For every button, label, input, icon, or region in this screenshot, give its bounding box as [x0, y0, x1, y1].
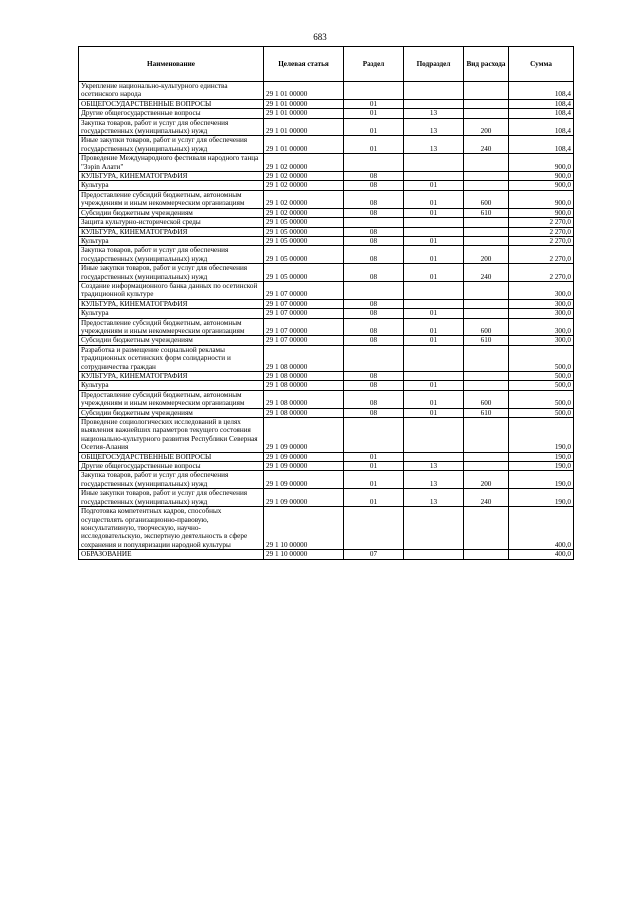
- cell-expense-type: [464, 236, 509, 245]
- cell-code: 29 1 01 00000: [264, 82, 344, 100]
- cell-name: КУЛЬТУРА, КИНЕМАТОГРАФИЯ: [79, 299, 264, 308]
- cell-subsection: [404, 218, 464, 227]
- cell-sum: 500,0: [509, 390, 574, 408]
- table-row: [79, 550, 574, 559]
- cell-section: 08: [344, 381, 404, 390]
- cell-section: [344, 507, 404, 550]
- cell-name: Культура: [79, 236, 264, 245]
- cell-expense-type: 610: [464, 336, 509, 345]
- cell-section: 08: [344, 172, 404, 181]
- cell-code: 29 1 02 00000: [264, 172, 344, 181]
- cell-subsection: 13: [404, 462, 464, 471]
- cell-section: 01: [344, 489, 404, 507]
- cell-sum: 108,4: [509, 99, 574, 108]
- table-row: [79, 489, 574, 507]
- cell-subsection: [404, 550, 464, 559]
- cell-subsection: [404, 372, 464, 381]
- cell-name: КУЛЬТУРА, КИНЕМАТОГРАФИЯ: [79, 227, 264, 236]
- cell-section: [344, 154, 404, 172]
- cell-section: 01: [344, 136, 404, 154]
- table-row: [79, 190, 574, 208]
- cell-section: 08: [344, 190, 404, 208]
- cell-name: Предоставление субсидий бюджетным, автономным учреждениям и иным некоммерческим организациям: [79, 190, 264, 208]
- cell-name: Культура: [79, 181, 264, 190]
- cell-name: Культура: [79, 309, 264, 318]
- cell-section: 08: [344, 208, 404, 217]
- cell-subsection: 01: [404, 309, 464, 318]
- cell-expense-type: [464, 154, 509, 172]
- cell-expense-type: [464, 372, 509, 381]
- cell-code: 29 1 02 00000: [264, 208, 344, 217]
- table-row: [79, 154, 574, 172]
- cell-name: Закупка товаров, работ и услуг для обеспечения государственных (муниципальных) нужд: [79, 118, 264, 136]
- table-row: [79, 118, 574, 136]
- cell-subsection: 13: [404, 118, 464, 136]
- cell-code: 29 1 09 00000: [264, 452, 344, 461]
- cell-code: 29 1 07 00000: [264, 309, 344, 318]
- cell-expense-type: 610: [464, 208, 509, 217]
- cell-sum: 500,0: [509, 372, 574, 381]
- table-row: [79, 372, 574, 381]
- cell-code: 29 1 02 00000: [264, 154, 344, 172]
- cell-subsection: 01: [404, 264, 464, 282]
- cell-section: 08: [344, 236, 404, 245]
- cell-name: Закупка товаров, работ и услуг для обеспечения государственных (муниципальных) нужд: [79, 471, 264, 489]
- cell-subsection: 13: [404, 136, 464, 154]
- table-row: [79, 208, 574, 217]
- cell-sum: 900,0: [509, 190, 574, 208]
- cell-sum: 108,4: [509, 136, 574, 154]
- cell-subsection: 01: [404, 390, 464, 408]
- cell-subsection: [404, 99, 464, 108]
- cell-name: КУЛЬТУРА, КИНЕМАТОГРАФИЯ: [79, 372, 264, 381]
- cell-expense-type: 200: [464, 471, 509, 489]
- cell-sum: 2 270,0: [509, 227, 574, 236]
- cell-expense-type: 610: [464, 408, 509, 417]
- cell-sum: 400,0: [509, 550, 574, 559]
- table-row: [79, 318, 574, 336]
- cell-name: ОБРАЗОВАНИЕ: [79, 550, 264, 559]
- cell-sum: 108,4: [509, 82, 574, 100]
- cell-name: Защита культурно-исторической среды: [79, 218, 264, 227]
- cell-expense-type: 200: [464, 246, 509, 264]
- cell-code: 29 1 09 00000: [264, 489, 344, 507]
- cell-sum: 300,0: [509, 299, 574, 308]
- cell-code: 29 1 07 00000: [264, 318, 344, 336]
- cell-code: 29 1 01 00000: [264, 99, 344, 108]
- cell-subsection: [404, 172, 464, 181]
- cell-expense-type: [464, 462, 509, 471]
- cell-expense-type: 200: [464, 118, 509, 136]
- cell-expense-type: [464, 452, 509, 461]
- table-row: [79, 462, 574, 471]
- cell-sum: 108,4: [509, 109, 574, 118]
- table-row: [79, 109, 574, 118]
- table-row: [79, 99, 574, 108]
- cell-section: [344, 218, 404, 227]
- cell-expense-type: [464, 309, 509, 318]
- cell-subsection: 01: [404, 381, 464, 390]
- cell-name: Подготовка компетентных кадров, способных осуществлять организационно-правовую, консультативную, творческую, научно-исследовательскую, экспертную деятельность в сфере сохранения и популяризации народной культуры: [79, 507, 264, 550]
- cell-subsection: 01: [404, 318, 464, 336]
- cell-name: Иные закупки товаров, работ и услуг для обеспечения государственных (муниципальных) нужд: [79, 489, 264, 507]
- cell-sum: 500,0: [509, 381, 574, 390]
- cell-subsection: 01: [404, 181, 464, 190]
- cell-name: Субсидии бюджетным учреждениям: [79, 208, 264, 217]
- cell-section: 08: [344, 390, 404, 408]
- cell-subsection: 01: [404, 336, 464, 345]
- cell-expense-type: [464, 550, 509, 559]
- cell-section: 08: [344, 264, 404, 282]
- cell-section: 08: [344, 408, 404, 417]
- cell-sum: 400,0: [509, 507, 574, 550]
- cell-code: 29 1 02 00000: [264, 190, 344, 208]
- cell-code: 29 1 08 00000: [264, 390, 344, 408]
- cell-section: 08: [344, 299, 404, 308]
- cell-code: 29 1 05 00000: [264, 246, 344, 264]
- cell-sum: 900,0: [509, 208, 574, 217]
- cell-sum: 2 270,0: [509, 236, 574, 245]
- cell-sum: 190,0: [509, 462, 574, 471]
- cell-name: Другие общегосударственные вопросы: [79, 109, 264, 118]
- cell-name: Другие общегосударственные вопросы: [79, 462, 264, 471]
- cell-subsection: [404, 507, 464, 550]
- cell-expense-type: [464, 381, 509, 390]
- cell-code: 29 1 05 00000: [264, 227, 344, 236]
- cell-sum: 300,0: [509, 336, 574, 345]
- cell-code: 29 1 10 00000: [264, 507, 344, 550]
- cell-name: Субсидии бюджетным учреждениям: [79, 408, 264, 417]
- cell-name: Предоставление субсидий бюджетным, автономным учреждениям и иным некоммерческим организациям: [79, 390, 264, 408]
- cell-name: ОБЩЕГОСУДАРСТВЕННЫЕ ВОПРОСЫ: [79, 452, 264, 461]
- cell-code: 29 1 01 00000: [264, 118, 344, 136]
- table-row: [79, 181, 574, 190]
- cell-section: [344, 418, 404, 453]
- cell-section: 08: [344, 372, 404, 381]
- cell-expense-type: [464, 218, 509, 227]
- cell-expense-type: [464, 345, 509, 371]
- cell-expense-type: 600: [464, 318, 509, 336]
- cell-code: 29 1 07 00000: [264, 281, 344, 299]
- cell-expense-type: [464, 172, 509, 181]
- cell-subsection: 13: [404, 489, 464, 507]
- cell-name: Субсидии бюджетным учреждениям: [79, 336, 264, 345]
- header-name: Наименование: [79, 47, 264, 82]
- cell-expense-type: 600: [464, 390, 509, 408]
- cell-expense-type: [464, 181, 509, 190]
- header-expense-type: Вид расхода: [464, 47, 509, 82]
- cell-expense-type: 240: [464, 489, 509, 507]
- cell-subsection: 01: [404, 208, 464, 217]
- table-row: [79, 227, 574, 236]
- cell-sum: 900,0: [509, 181, 574, 190]
- table-row: [79, 390, 574, 408]
- table-row: [79, 418, 574, 453]
- cell-expense-type: [464, 99, 509, 108]
- cell-name: ОБЩЕГОСУДАРСТВЕННЫЕ ВОПРОСЫ: [79, 99, 264, 108]
- cell-name: Культура: [79, 381, 264, 390]
- cell-section: [344, 82, 404, 100]
- cell-name: КУЛЬТУРА, КИНЕМАТОГРАФИЯ: [79, 172, 264, 181]
- cell-expense-type: [464, 227, 509, 236]
- cell-expense-type: 240: [464, 264, 509, 282]
- cell-name: Иные закупки товаров, работ и услуг для обеспечения государственных (муниципальных) нужд: [79, 136, 264, 154]
- cell-code: 29 1 09 00000: [264, 471, 344, 489]
- cell-code: 29 1 01 00000: [264, 136, 344, 154]
- cell-section: 08: [344, 318, 404, 336]
- table-row: [79, 172, 574, 181]
- cell-section: 01: [344, 452, 404, 461]
- cell-subsection: 13: [404, 471, 464, 489]
- table-row: [79, 381, 574, 390]
- cell-code: 29 1 05 00000: [264, 218, 344, 227]
- cell-section: 01: [344, 99, 404, 108]
- cell-name: Проведение Международного фестиваля народного танца "Зэрin Алати": [79, 154, 264, 172]
- cell-section: 01: [344, 118, 404, 136]
- cell-subsection: 01: [404, 190, 464, 208]
- cell-subsection: [404, 418, 464, 453]
- cell-code: 29 1 05 00000: [264, 236, 344, 245]
- cell-subsection: [404, 227, 464, 236]
- cell-subsection: 01: [404, 236, 464, 245]
- page-number: 683: [313, 32, 327, 42]
- cell-expense-type: 600: [464, 190, 509, 208]
- cell-expense-type: [464, 109, 509, 118]
- header-code: Целевая статья: [264, 47, 344, 82]
- table-row: [79, 471, 574, 489]
- cell-name: Предоставление субсидий бюджетным, автономным учреждениям и иным некоммерческим организациям: [79, 318, 264, 336]
- cell-code: 29 1 09 00000: [264, 462, 344, 471]
- budget-table: [78, 46, 574, 560]
- cell-sum: 190,0: [509, 471, 574, 489]
- cell-expense-type: [464, 418, 509, 453]
- table-row: [79, 82, 574, 100]
- cell-code: 29 1 07 00000: [264, 299, 344, 308]
- cell-subsection: [404, 82, 464, 100]
- cell-code: 29 1 08 00000: [264, 408, 344, 417]
- cell-subsection: [404, 154, 464, 172]
- table-row: [79, 336, 574, 345]
- table-row: [79, 236, 574, 245]
- cell-section: 07: [344, 550, 404, 559]
- cell-subsection: 01: [404, 246, 464, 264]
- cell-subsection: 01: [404, 408, 464, 417]
- cell-code: 29 1 10 00000: [264, 550, 344, 559]
- cell-sum: 300,0: [509, 281, 574, 299]
- cell-sum: 190,0: [509, 489, 574, 507]
- cell-name: Разработка и размещение социальной рекламы традиционных осетинских форм солидарности и сотрудничества граждан: [79, 345, 264, 371]
- cell-subsection: [404, 299, 464, 308]
- table-row: [79, 264, 574, 282]
- cell-section: 01: [344, 462, 404, 471]
- cell-expense-type: [464, 507, 509, 550]
- table-row: [79, 281, 574, 299]
- cell-subsection: [404, 281, 464, 299]
- cell-name: Создание информационного банка данных по осетинской традиционной культуре: [79, 281, 264, 299]
- table-body: [79, 82, 574, 560]
- cell-subsection: [404, 452, 464, 461]
- cell-sum: 2 270,0: [509, 218, 574, 227]
- cell-code: 29 1 02 00000: [264, 181, 344, 190]
- cell-section: [344, 345, 404, 371]
- cell-section: 01: [344, 109, 404, 118]
- cell-name: Проведение социологических исследований в целях выявления важнейших параметров текущего состояния национально-культурного развития Республики Северная Осетия-Алания: [79, 418, 264, 453]
- cell-sum: 900,0: [509, 172, 574, 181]
- cell-section: 08: [344, 246, 404, 264]
- table-row: [79, 299, 574, 308]
- header-sum: Сумма: [509, 47, 574, 82]
- cell-section: 08: [344, 227, 404, 236]
- header-subsection: Подраздел: [404, 47, 464, 82]
- cell-expense-type: [464, 82, 509, 100]
- cell-sum: 190,0: [509, 452, 574, 461]
- cell-sum: 500,0: [509, 408, 574, 417]
- cell-section: 08: [344, 336, 404, 345]
- table-row: [79, 309, 574, 318]
- cell-section: 01: [344, 471, 404, 489]
- cell-subsection: [404, 345, 464, 371]
- cell-code: 29 1 08 00000: [264, 372, 344, 381]
- cell-code: 29 1 07 00000: [264, 336, 344, 345]
- table-row: [79, 345, 574, 371]
- cell-section: 08: [344, 181, 404, 190]
- table-row: [79, 452, 574, 461]
- table-header: [79, 47, 574, 82]
- cell-code: 29 1 09 00000: [264, 418, 344, 453]
- cell-sum: 300,0: [509, 318, 574, 336]
- cell-section: [344, 281, 404, 299]
- cell-code: 29 1 01 00000: [264, 109, 344, 118]
- cell-name: Укрепление национально-культурного единства осетинского народа: [79, 82, 264, 100]
- cell-sum: 2 270,0: [509, 264, 574, 282]
- header-section: Раздел: [344, 47, 404, 82]
- table-row: [79, 218, 574, 227]
- cell-expense-type: [464, 281, 509, 299]
- cell-code: 29 1 08 00000: [264, 381, 344, 390]
- table-row: [79, 136, 574, 154]
- table-row: [79, 408, 574, 417]
- cell-sum: 108,4: [509, 118, 574, 136]
- cell-name: Иные закупки товаров, работ и услуг для обеспечения государственных (муниципальных) нужд: [79, 264, 264, 282]
- cell-sum: 190,0: [509, 418, 574, 453]
- table-row: [79, 246, 574, 264]
- cell-sum: 300,0: [509, 309, 574, 318]
- cell-sum: 2 270,0: [509, 246, 574, 264]
- table-row: [79, 507, 574, 550]
- cell-expense-type: [464, 299, 509, 308]
- cell-sum: 900,0: [509, 154, 574, 172]
- cell-name: Закупка товаров, работ и услуг для обеспечения государственных (муниципальных) нужд: [79, 246, 264, 264]
- cell-expense-type: 240: [464, 136, 509, 154]
- cell-code: 29 1 05 00000: [264, 264, 344, 282]
- cell-sum: 500,0: [509, 345, 574, 371]
- cell-section: 08: [344, 309, 404, 318]
- cell-code: 29 1 08 00000: [264, 345, 344, 371]
- cell-subsection: 13: [404, 109, 464, 118]
